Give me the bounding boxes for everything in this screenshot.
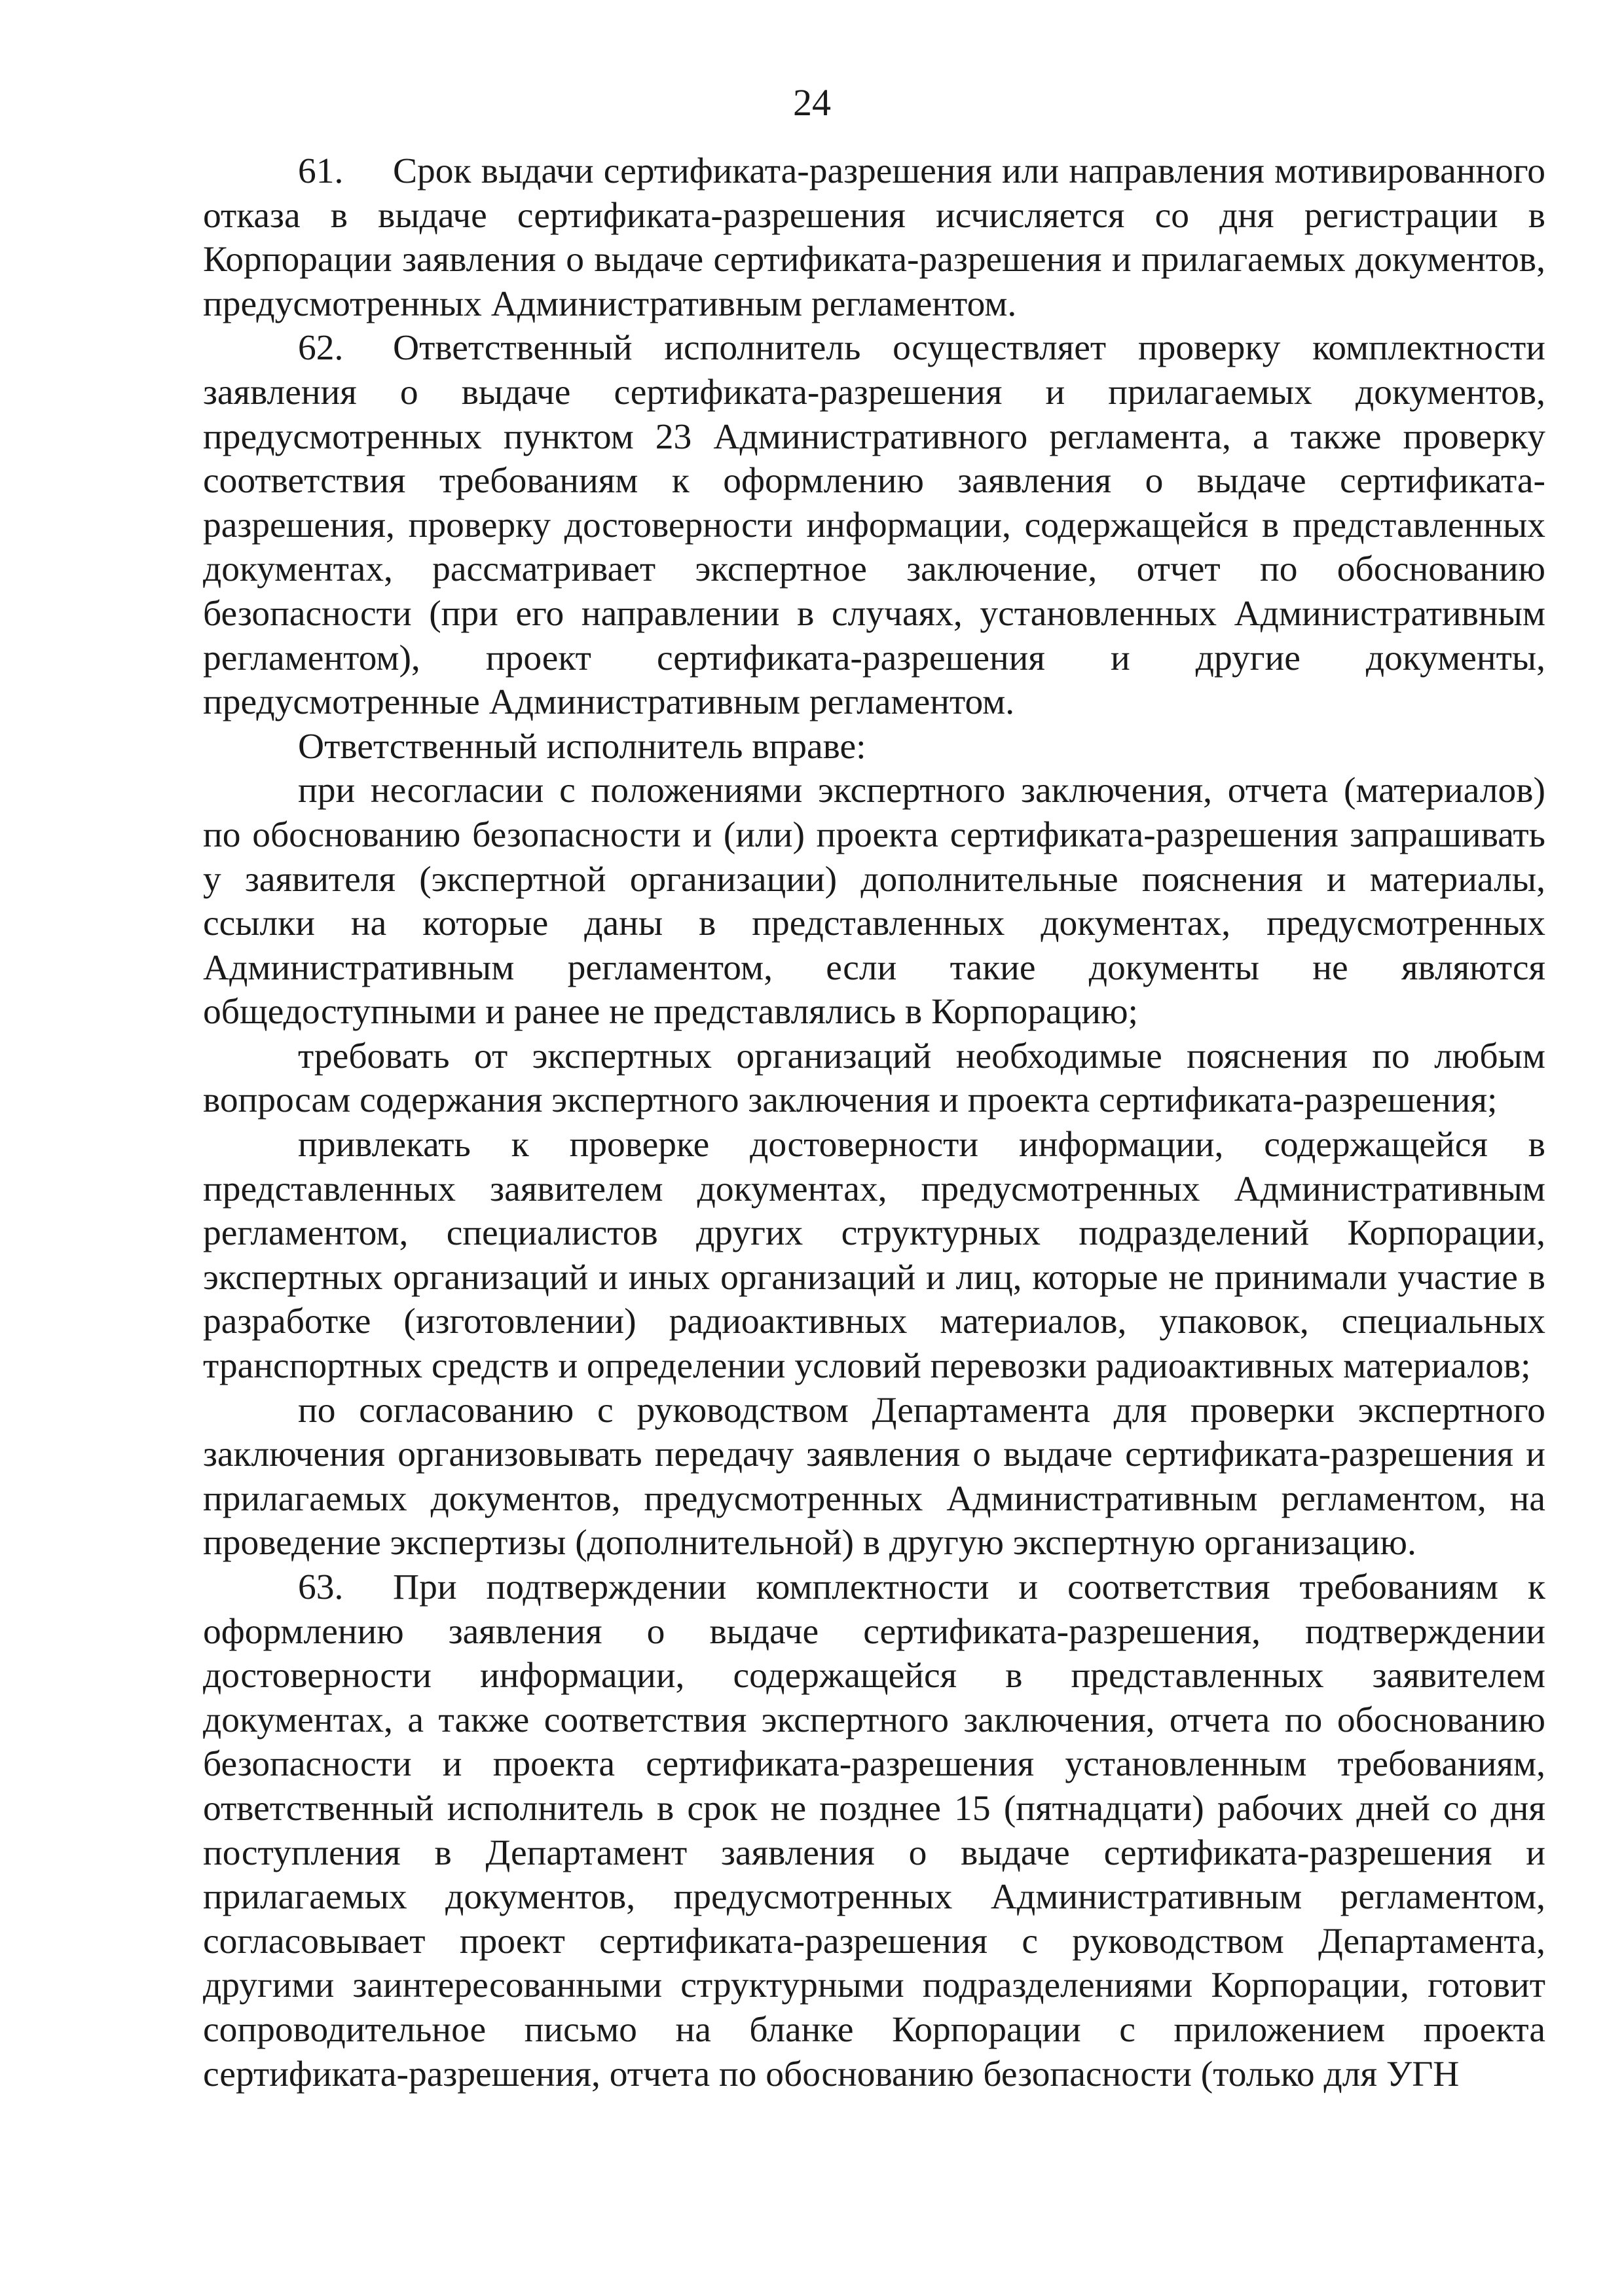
- paragraph-text: Срок выдачи сертификата-разрешения или направления мотивированного отказа в выдаче сертификата-разрешения исчисляется со дня регистрации в Корпорации заявления о выдаче сертификата-разрешения и прилагаемых документов, предусмотренных Административным регламентом.: [203, 151, 1545, 324]
- paragraph-number: 62.: [298, 328, 344, 369]
- paragraph-number: 61.: [298, 151, 344, 191]
- paragraph-rights-intro: Ответственный исполнитель вправе:: [298, 726, 866, 767]
- paragraph-61: [203, 149, 1545, 326]
- page-number: 24: [793, 81, 831, 124]
- paragraph-text: При подтверждении комплектности и соответствия требованиям к оформлению заявления о выдаче сертификата-разрешения, подтверждении достоверности информации, содержащейся в представленных заявителем документах, а также соответствия экспертного заключения, отчета по обоснованию безопасности и проекта сертификата-разрешения установленным требованиям, ответственный исполнитель в срок не позднее 15 (пятнадцати) рабочих дней со дня поступления в Департамент заявления о выдаче сертификата-разрешения и прилагаемых документов, предусмотренных Административным регламентом, согласовывает проект сертификата-разрешения с руководством Департамента, другими заинтересованными структурными подразделениями Корпорации, готовит сопроводительное письмо на бланке Корпорации с приложением проекта сертификата-разрешения, отчета по обоснованию безопасности (только для УГН: [203, 1567, 1545, 2094]
- document-body: [203, 149, 1545, 2096]
- paragraph-62: [203, 326, 1545, 724]
- paragraph-right-demand: требовать от экспертных организаций необходимые пояснения по любым вопросам содержания экспертного заключения и проекта сертификата-разрешения;: [203, 1036, 1545, 1121]
- paragraph-right-request: при несогласии с положениями экспертного заключения, отчета (материалов) по обоснованию безопасности и (или) проекта сертификата-разрешения запрашивать у заявителя (экспертной организации) дополнительные пояснения и материалы, ссылки на которые даны в представленных документах, предусмотренных Административным регламентом, если такие документы не являются общедоступными и ранее не представлялись в Корпорацию;: [203, 771, 1545, 1032]
- paragraph-right-involve: привлекать к проверке достоверности информации, содержащейся в представленных заявителем документах, предусмотренных Административным регламентом, специалистов других структурных подразделений Корпорации, экспертных организаций и иных организаций и лиц, которые не принимали участие в разработке (изготовлении) радиоактивных материалов, упаковок, специальных транспортных средств и определении условий перевозки радиоактивных материалов;: [203, 1125, 1545, 1387]
- paragraph-63: [203, 1565, 1545, 2096]
- paragraph-right-transfer: по согласованию с руководством Департамента для проверки экспертного заключения организовывать передачу заявления о выдаче сертификата-разрешения и прилагаемых документов, предусмотренных Административным регламентом, на проведение экспертизы (дополнительной) в другую экспертную организацию.: [203, 1390, 1545, 1563]
- paragraph-text: Ответственный исполнитель осуществляет проверку комплектности заявления о выдаче сертификата-разрешения и прилагаемых документов, предусмотренных пунктом 23 Административного регламента, а также проверку соответствия требованиям к оформлению заявления о выдаче сертификата-разрешения, проверку достоверности информации, содержащейся в представленных документах, рассматривает экспертное заключение, отчет по обоснованию безопасности (при его направлении в случаях, установленных Административным регламентом), проект сертификата-разрешения и другие документы, предусмотренные Административным регламентом.: [203, 328, 1545, 723]
- paragraph-number: 63.: [298, 1567, 344, 1607]
